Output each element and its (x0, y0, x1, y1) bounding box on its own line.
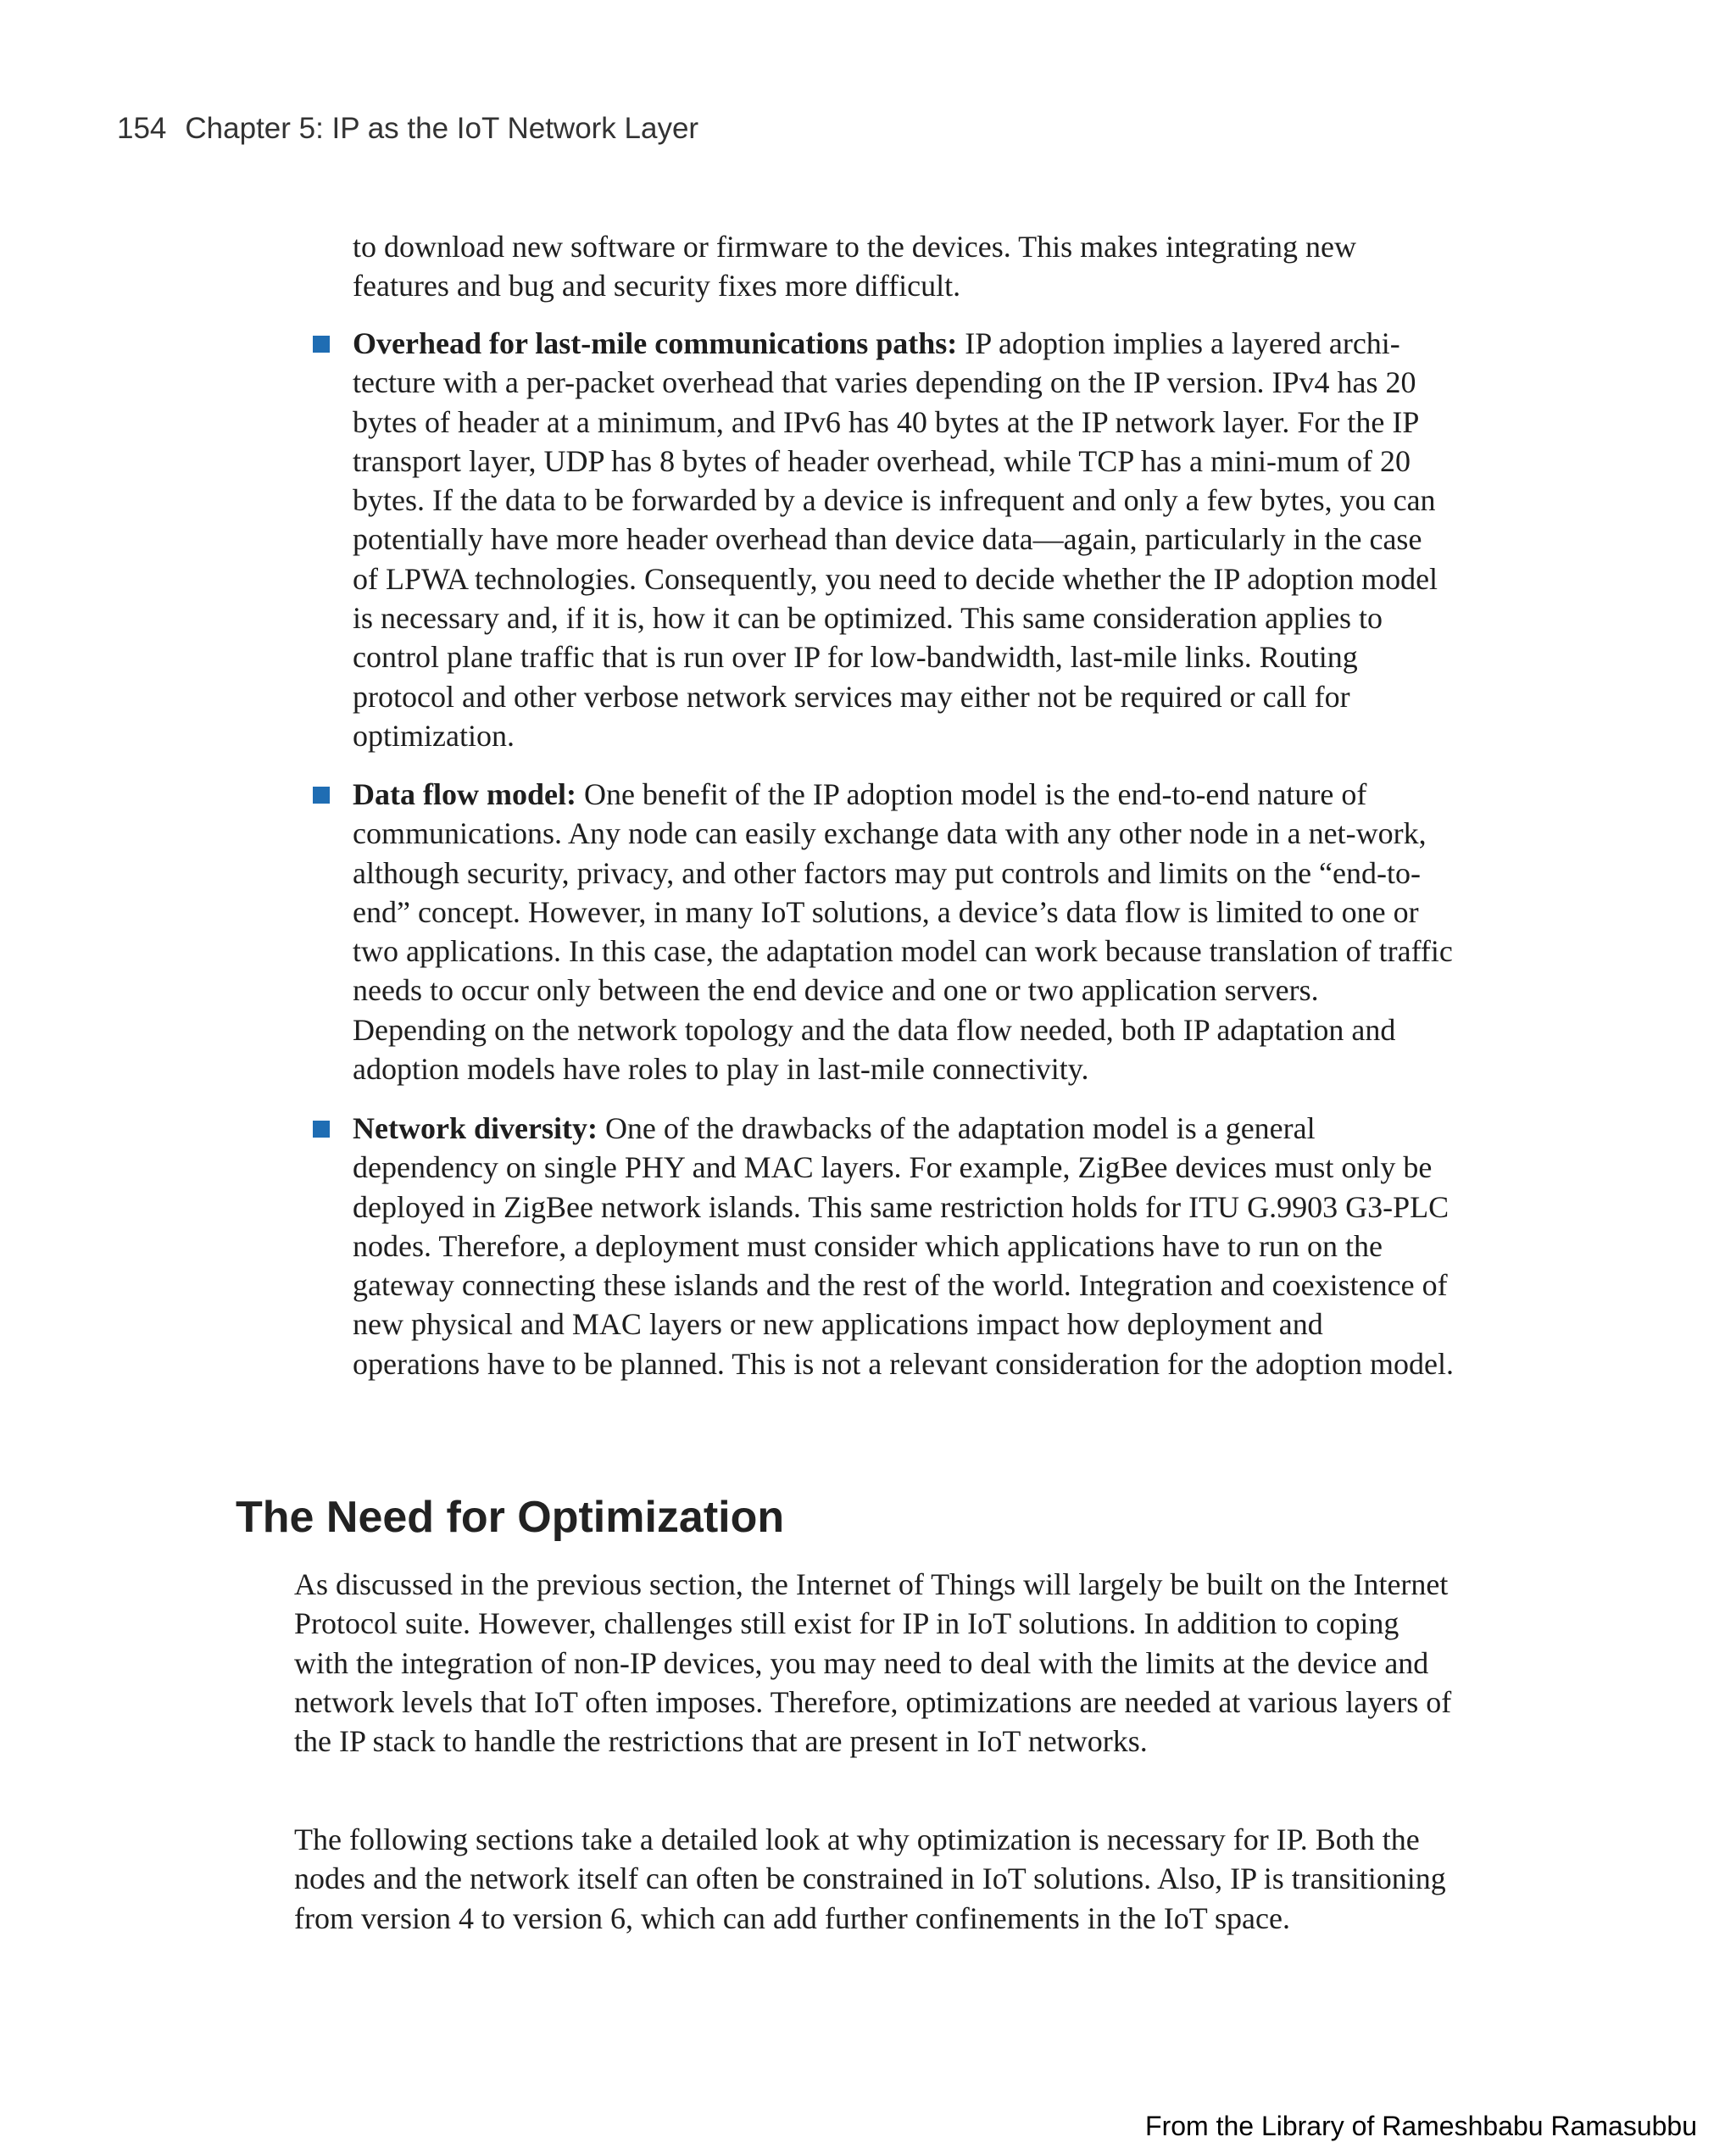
library-footer: From the Library of Rameshbabu Ramasubbu (1145, 2111, 1697, 2141)
running-head (117, 112, 698, 146)
bullet-term: Overhead for last-mile communications paths: (353, 326, 958, 360)
section-heading: The Need for Optimization (236, 1493, 785, 1542)
square-bullet-icon (313, 787, 330, 804)
section-paragraph-1: As discussed in the previous section, the Internet of Things will largely be built on the Internet Protocol suite. However, challenges still exist for IP in IoT solutions. In addition to coping with the integration of non-IP devices, you may need to deal with the limits at the device and network levels that IoT often imposes. Therefore, optimizations are needed at various layers of the IP stack to handle the restrictions that are present in IoT networks. (294, 1567, 1452, 1759)
square-bullet-icon (313, 336, 330, 353)
section-paragraph-2: The following sections take a detailed look at why optimization is necessary for IP. Both the nodes and the network itself can often be constrained in IoT solutions. Also, IP is transitioning from version 4 to version 6, which can add further confinements in the IoT space. (294, 1822, 1446, 1935)
page-number: 154 (117, 112, 167, 145)
continuation-paragraph: to download new software or firmware to the devices. This makes integrating new features and bug and security fixes more difficult. (353, 230, 1356, 303)
bullet-item-network-diversity (353, 1109, 1455, 1383)
bullet-term: Network diversity: (353, 1111, 598, 1145)
bullet-text: One of the drawbacks of the adaptation model is a general dependency on single PHY and MAC layers. For example, ZigBee devices must only be deployed in ZigBee network islands. This same restriction holds for ITU G.9903 G3-PLC nodes. Therefore, a deployment must consider which applications have to run on the gateway connecting these islands and the rest of the world. Integration and coexistence of new physical and MAC layers or new applications impact how deployment and operations have to be planned. This is not a relevant consideration for the adoption model. (353, 1111, 1454, 1381)
square-bullet-icon (313, 1121, 330, 1138)
bullet-item-data-flow (353, 775, 1455, 1088)
chapter-title: Chapter 5: IP as the IoT Network Layer (185, 112, 699, 145)
bullet-text: One benefit of the IP adoption model is the end-to-end nature of communications. Any node can easily exchange data with any other node in a net-work, although security, privacy, and other factors may put controls and limits on the “end-to-end” concept. However, in many IoT solutions, a device’s data flow is limited to one or two applications. In this case, the adaptation model can work because translation of traffic needs to occur only between the end device and one or two application servers. Depending on the network topology and the data flow needed, both IP adaptation and adoption models have roles to play in last-mile connectivity. (353, 777, 1453, 1087)
bullet-term: Data flow model: (353, 777, 576, 811)
bullet-item-overhead (353, 324, 1455, 755)
bullet-text: IP adoption implies a layered archi-tecture with a per-packet overhead that varies depending on the IP version. IPv4 has 20 bytes of header at a minimum, and IPv6 has 40 bytes at the IP network layer. For the IP transport layer, UDP has 8 bytes of header overhead, while TCP has a mini-mum of 20 bytes. If the data to be forwarded by a device is infrequent and only a few bytes, you can potentially have more header overhead than device data—again, particularly in the case of LPWA technologies. Consequently, you need to decide whether the IP adoption model is necessary and, if it is, how it can be optimized. This same consideration applies to control plane traffic that is run over IP for low-bandwidth, last-mile links. Routing protocol and other verbose network services may either not be required or call for optimization. (353, 326, 1438, 753)
